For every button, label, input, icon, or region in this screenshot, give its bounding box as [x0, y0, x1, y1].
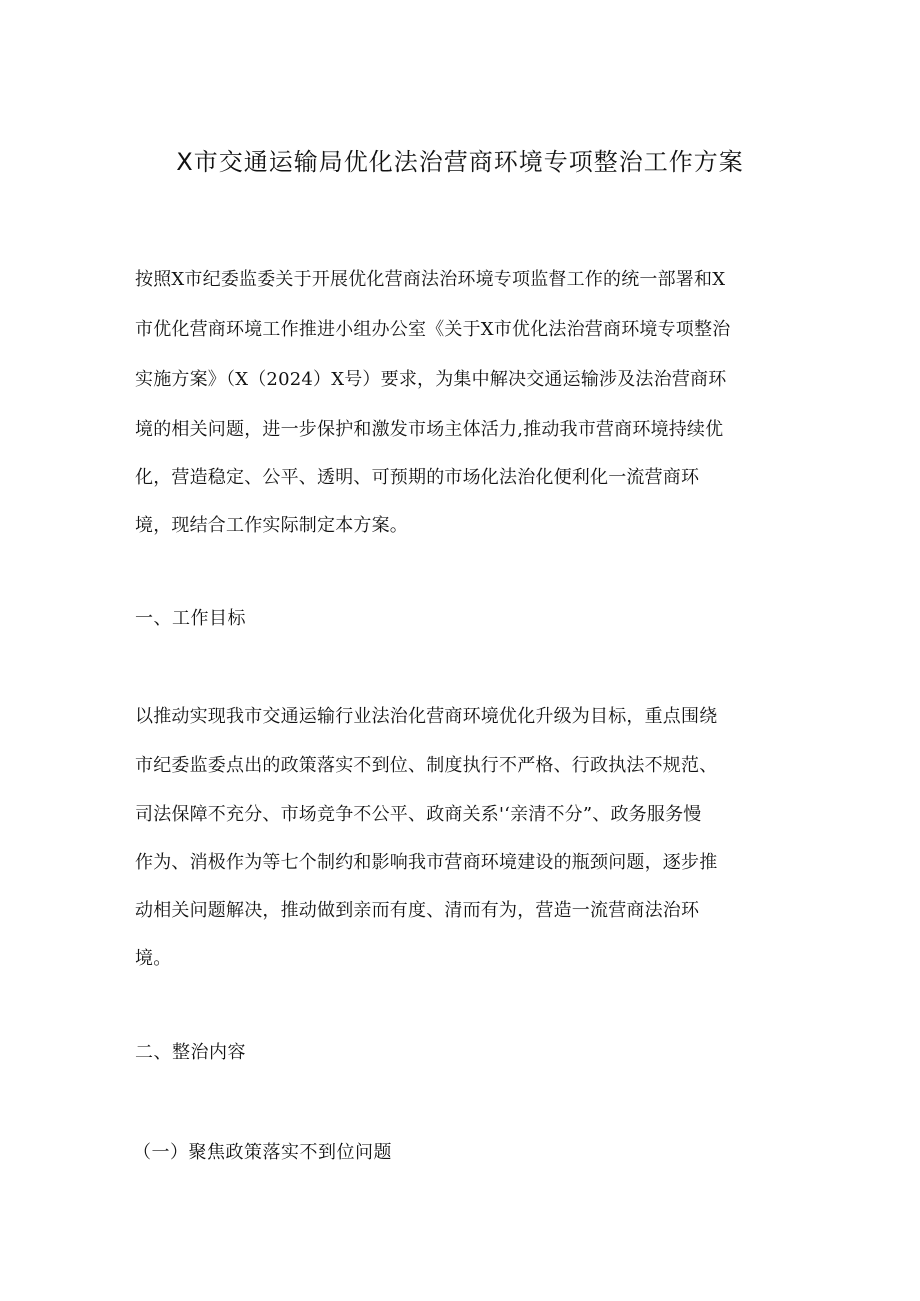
intro-line: 境，现结合工作实际制定本方案。: [135, 515, 408, 536]
goals-line: 市纪委监委点出的政策落实不到位、制度执行不严格、行政执法不规范、: [135, 755, 718, 776]
goals-line: 司法保障不充分、市场竞争不公平、政商关系'‘亲清不分”、政务服务慢: [135, 804, 702, 825]
intro-line: 市优化营商环境工作推进小组办公室《关于X市优化法治营商环境专项整治: [135, 319, 731, 340]
intro-line: 按照X市纪委监委关于开展优化营商法治环境专项监督工作的统一部署和X: [135, 269, 726, 290]
intro-line: 境的相关问题，进一步保护和激发市场主体活力,推动我市营商环境持续优: [135, 419, 724, 440]
goals-line: 作为、消极作为等七个制约和影响我市营商环境建设的瓶颈问题，逐步推: [135, 852, 718, 873]
section-heading-content: 二、整治内容: [135, 1042, 246, 1063]
document-title: X市交通运输局优化法治营商环境专项整治工作方案: [176, 148, 744, 176]
goals-line: 动相关问题解决，推动做到亲而有度、清而有为，营造一流营商法治环: [135, 900, 700, 921]
intro-line: 化，营造稳定、公平、透明、可预期的市场化法治化便利化一流营商环: [135, 467, 700, 488]
intro-line: 实施方案》（X（2024）X号）要求，为集中解决交通运输涉及法治营商环: [135, 369, 727, 390]
goals-line: 以推动实现我市交通运输行业法治化营商环境优化升级为目标，重点围绕: [135, 706, 718, 727]
section-heading-goals: 一、工作目标: [135, 608, 246, 629]
goals-line: 境。: [135, 948, 172, 969]
subsection-heading-policy: （一）聚焦政策落实不到位问题: [133, 1142, 392, 1163]
